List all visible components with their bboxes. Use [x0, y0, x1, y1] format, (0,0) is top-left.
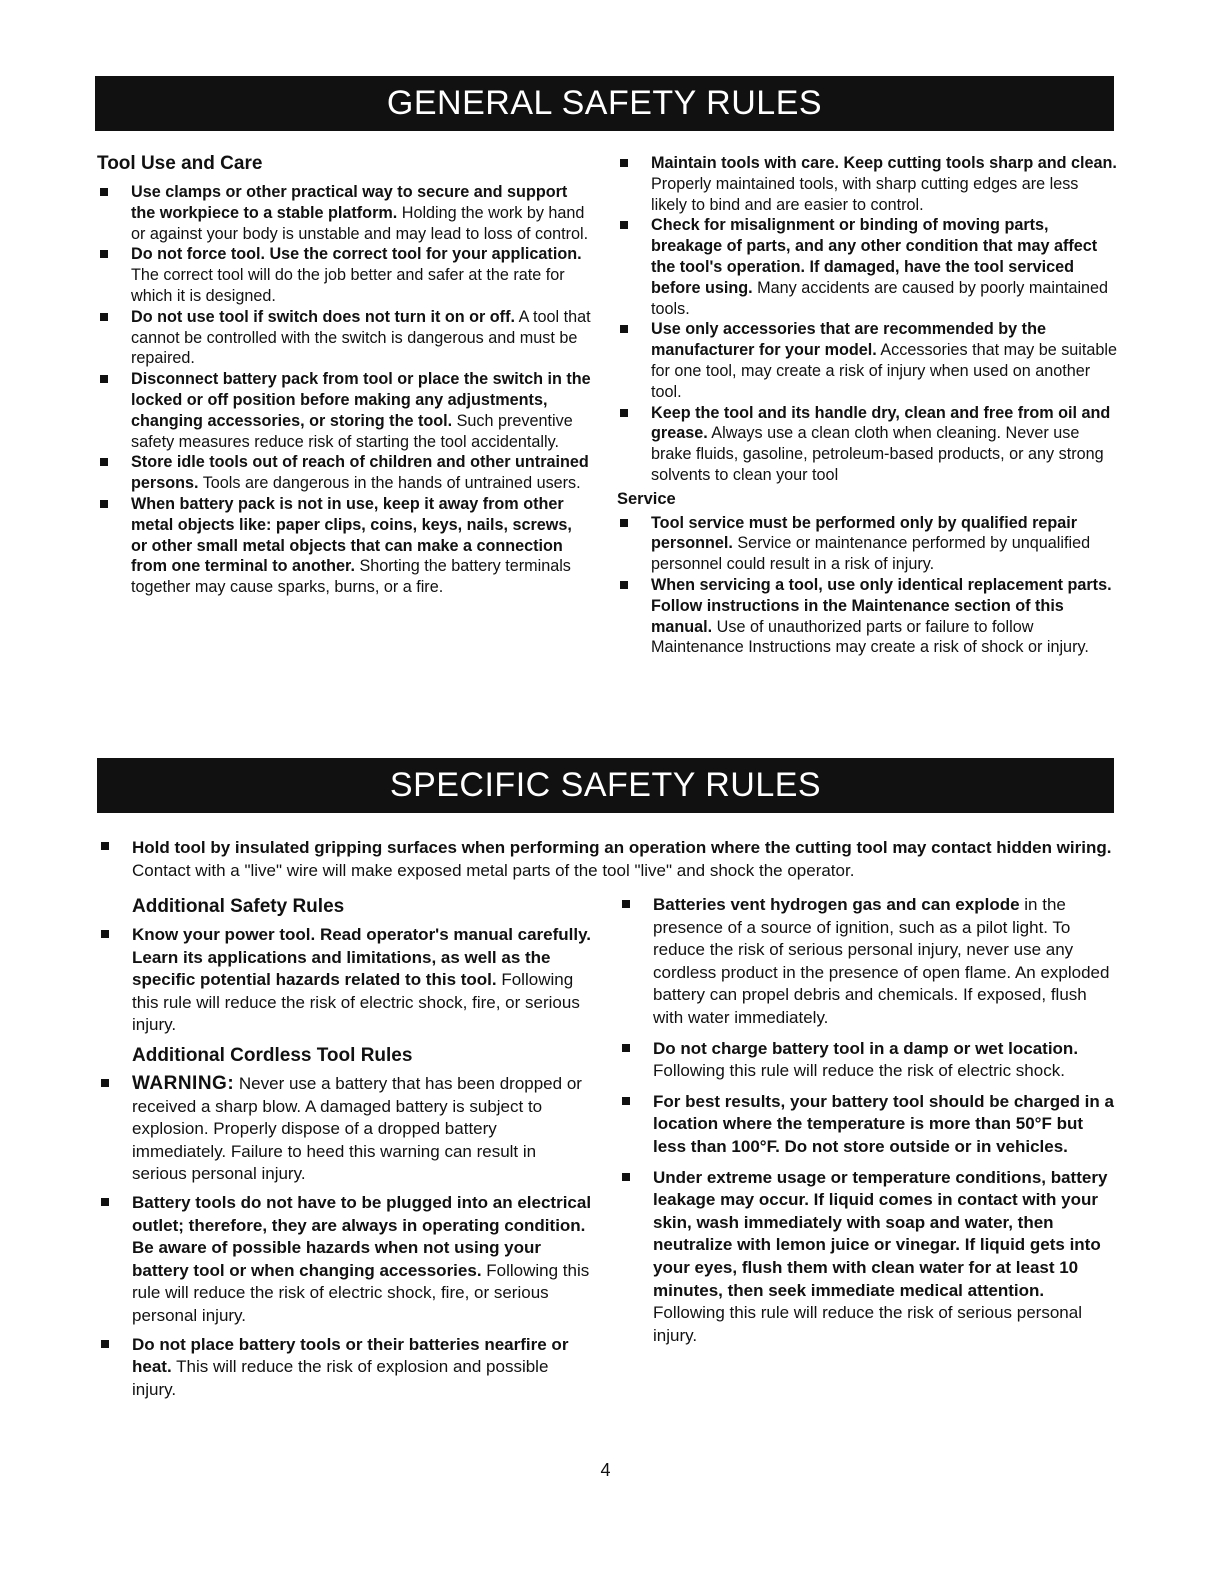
list-item [619, 1038, 1119, 1083]
rule-text: Tools are dangerous in the hands of untrained users. [198, 474, 581, 493]
rule-text: Holding the work by hand or against your body is unstable and may lead to loss of control. [131, 203, 589, 243]
rule-text: Use of unauthorized parts or failure to follow Maintenance Instructions may create a risk of shock or injury. [651, 617, 1089, 657]
square-bullet-icon [100, 313, 108, 321]
service-heading: Service [617, 489, 676, 508]
rule-text: Many accidents are caused by poorly maintained tools. [651, 278, 1109, 318]
maintenance-service-column [617, 153, 1117, 658]
square-bullet-icon [101, 842, 109, 850]
list-item [97, 307, 592, 369]
rule-bold: Store idle tools out of reach of children and other untrained persons. [131, 453, 589, 493]
list-item [617, 215, 1117, 319]
rule-text: Following this rule will reduce the risk of electric shock, fire, or serious personal injury. [132, 1260, 590, 1325]
square-bullet-icon [100, 500, 108, 508]
square-bullet-icon [100, 375, 108, 383]
square-bullet-icon [620, 325, 628, 333]
battery-rules-column [619, 894, 1119, 1355]
list-item [98, 1073, 593, 1186]
square-bullet-icon [622, 1044, 630, 1052]
list-item [619, 894, 1119, 1030]
additional-rules-column [98, 894, 593, 1407]
list-item [619, 1167, 1119, 1348]
square-bullet-icon [620, 409, 628, 417]
rule-text: Service or maintenance performed by unqualified personnel could result in a risk of injury. [651, 534, 1091, 574]
square-bullet-icon [101, 1198, 109, 1206]
lead-list [98, 836, 1118, 882]
square-bullet-icon [101, 1340, 109, 1348]
square-bullet-icon [620, 159, 628, 167]
additional-safety-list [98, 924, 593, 1037]
list-item [619, 1091, 1119, 1159]
rule-text: Contact with a "live" wire will make exposed metal parts of the tool "live" and shock the operator. [132, 861, 855, 880]
tool-use-and-care-heading: Tool Use and Care [97, 153, 263, 174]
list-item [98, 1192, 593, 1328]
rule-text: in the presence of a source of ignition, such as a pilot light. To reduce the risk of serious personal injury, never use any cordless product in the presence of open flame. An exploded battery can propel debris and chemicals. If exposed, flush with water immediately. [653, 895, 1110, 1027]
list-item [97, 182, 592, 244]
square-bullet-icon [100, 250, 108, 258]
rule-bold: Use clamps or other practical way to secure and support the workpiece to a stable platform. [131, 183, 568, 222]
rule-text: A tool that cannot be controlled with the switch is dangerous and must be repaired. [131, 307, 591, 368]
square-bullet-icon [622, 1173, 630, 1181]
tool-use-list [97, 182, 592, 598]
rule-text: Following this rule will reduce the risk of electric shock, fire, or serious injury. [132, 970, 580, 1035]
square-bullet-icon [101, 1079, 109, 1087]
rule-bold: Do not place battery tools or their batteries nearfire or heat. [132, 1334, 569, 1377]
list-item [617, 513, 1117, 575]
rule-bold: Battery tools do not have to be plugged into an electrical outlet; therefore, they are always in operating condition. Be aware of possible hazards when not using your battery tool or when changing accessories. [132, 1192, 592, 1280]
rule-bold: When battery pack is not in use, keep it away from other metal objects like: paper clips, coins, keys, nails, screws, or other small metal objects that can make a connection from one terminal to another. [131, 494, 572, 576]
rule-bold: Do not use tool if switch does not turn it on or off. [131, 307, 515, 326]
rule-text: Always use a clean cloth when cleaning. Never use brake fluids, gasoline, petroleum-based products, or any strong solvents to clean your tool [651, 424, 1104, 484]
rule-text: Following this rule will reduce the risk of serious personal injury. [653, 1303, 1082, 1345]
rule-bold: Batteries vent hydrogen gas and can explode [653, 895, 1020, 914]
rule-text: Following this rule will reduce the risk of electric shock. [653, 1061, 1065, 1081]
rule-bold: Know your power tool. Read operator's manual carefully. Learn its applications and limitations, as well as the specific potential hazards related to this tool. [132, 925, 592, 990]
rule-text: Such preventive safety measures reduce risk of starting the tool accidentally. [131, 411, 573, 451]
general-safety-rules-banner [95, 76, 1114, 131]
rule-bold: For best results, your battery tool should be charged in a location where the temperature is more than 50°F but less than 100°F. Do not store outside or in vehicles. [653, 1091, 1114, 1156]
rule-bold: Do not force tool. Use the correct tool for your application. [131, 245, 582, 264]
list-item [97, 244, 592, 306]
square-bullet-icon [620, 221, 628, 229]
additional-safety-rules-heading: Additional Safety Rules [132, 896, 345, 917]
list-item [97, 369, 592, 452]
rule-bold: Check for misalignment or binding of moving parts, breakage of parts, and any other condition that may affect the tool's operation. If damaged, have the tool serviced before using. [651, 216, 1098, 297]
rule-bold: Tool service must be performed only by qualified repair personnel. [651, 513, 1078, 553]
warning-label: WARNING: [132, 1072, 235, 1094]
square-bullet-icon [620, 519, 628, 527]
cordless-tool-list [98, 1073, 593, 1401]
specific-safety-rules-title: SPECIFIC SAFETY RULES [389, 766, 822, 804]
rule-bold: Maintain tools with care. Keep cutting tools sharp and clean. [651, 154, 1117, 172]
rule-text: Accessories that may be suitable for one tool, may create a risk of injury when used on another tool. [651, 341, 1118, 401]
service-list [617, 513, 1117, 659]
rule-text: Properly maintained tools, with sharp cutting edges are less likely to bind and are easier to control. [651, 174, 1079, 214]
rule-text: The correct tool will do the job better and safer at the rate for which it is designed. [131, 266, 565, 305]
rule-text: Never use a battery that has been dropped or received a sharp blow. A damaged battery is subject to explosion. Properly dispose of a dropped battery immediately. Failure to heed this warning can result in serious personal injury. [132, 1073, 582, 1184]
rule-bold: When servicing a tool, use only identical replacement parts. Follow instructions in the Maintenance section of this manual. [651, 575, 1112, 636]
rule-bold: Under extreme usage or temperature conditions, battery leakage may occur. If liquid comes in contact with your skin, wash immediately with soap and water, then neutralize with lemon juice or vinegar. If liquid gets into your eyes, flush them with clean water for at least 10 minutes, then seek immediate medical attention. [653, 1167, 1108, 1300]
rule-bold: Use only accessories that are recommended by the manufacturer for your model. [651, 320, 1046, 360]
maintenance-list [617, 153, 1117, 486]
square-bullet-icon [622, 1097, 630, 1105]
list-item [97, 494, 592, 598]
rule-bold: Disconnect battery pack from tool or place the switch in the locked or off position before making any adjustments, changing accessories, or storing the tool. [131, 370, 591, 430]
specific-lead-rule [98, 836, 1118, 882]
general-safety-rules-title: GENERAL SAFETY RULES [386, 84, 823, 122]
rule-bold: Keep the tool and its handle dry, clean and free from oil and grease. [651, 403, 1111, 443]
rule-bold: Do not charge battery tool in a damp or wet location. [653, 1038, 1079, 1058]
list-item [98, 1334, 593, 1402]
rule-text: This will reduce the risk of explosion and possible injury. [132, 1357, 549, 1399]
square-bullet-icon [100, 188, 108, 196]
list-item [617, 575, 1117, 658]
battery-rules-list [619, 894, 1119, 1347]
list-item [617, 153, 1117, 215]
square-bullet-icon [622, 900, 630, 908]
square-bullet-icon [101, 930, 109, 938]
square-bullet-icon [100, 458, 108, 466]
list-item [98, 924, 593, 1037]
tool-use-and-care-column [97, 152, 592, 598]
specific-safety-rules-banner [97, 758, 1114, 813]
list-item [617, 319, 1117, 402]
additional-cordless-tool-rules-heading: Additional Cordless Tool Rules [132, 1044, 413, 1066]
rule-text: Shorting the battery terminals together may cause sparks, burns, or a fire. [131, 557, 571, 597]
list-item [97, 452, 592, 494]
square-bullet-icon [620, 581, 628, 589]
rule-bold: Hold tool by insulated gripping surfaces when performing an operation where the cutting tool may contact hidden wiring. [132, 838, 1112, 857]
list-item [98, 836, 1118, 882]
page-number: 4 [600, 1460, 611, 1480]
list-item [617, 403, 1117, 486]
